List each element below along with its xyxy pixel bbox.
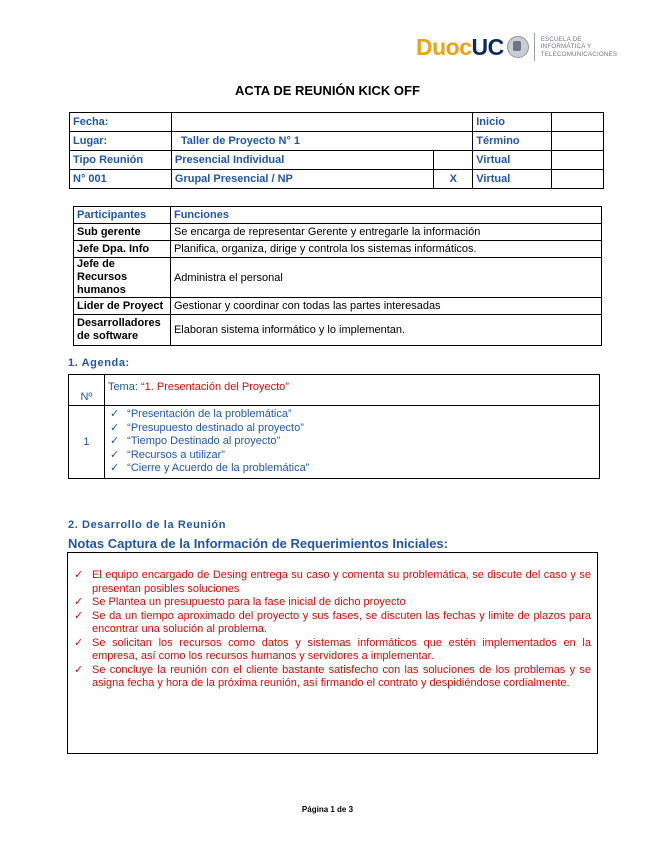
list-item: ✓ “Presentación de la problemática” [109, 408, 292, 420]
page-number: Página 1 de 3 [301, 805, 354, 814]
table-row [69, 406, 600, 479]
check-icon: ✓ [109, 421, 120, 434]
agenda-items-cell [104, 406, 599, 479]
check-icon: ✓ [109, 435, 120, 447]
termino-label: Término [473, 132, 552, 151]
table-row [70, 132, 604, 151]
agenda-number-header: Nº [69, 375, 105, 406]
check-icon: ✓ [74, 663, 84, 676]
list-item: ✓ “Tiempo Destinado al proyecto” [109, 435, 281, 447]
lugar-value: Taller de Proyecto N° 1 [171, 132, 472, 151]
participant-role: Lider de Proyect [74, 298, 171, 315]
participant-role: Jefe Dpa. Info [74, 241, 171, 258]
virtual-value [552, 170, 604, 189]
check-icon: ✓ [74, 609, 84, 622]
agenda-heading: 1. Agenda: [68, 357, 130, 369]
list-item: ✓ Se Plantea un presupuesto para la fase inicial de dicho proyecto [74, 596, 406, 608]
check-icon: ✓ [74, 596, 84, 608]
tipo-reunion-mark [434, 151, 473, 170]
virtual-value [552, 151, 604, 170]
list-item: ✓ “Presupuesto destinado al proyecto” [109, 421, 304, 434]
tipo-reunion-label: Tipo Reunión [70, 151, 172, 170]
participant-function: Gestionar y coordinar con todas las partes interesadas [170, 298, 601, 315]
virtual-label: Virtual [473, 151, 552, 170]
participant-function: Elaboran sistema informático y lo implementan. [170, 315, 601, 346]
funciones-header: Funciones [170, 207, 601, 224]
list-item: ✓ Se solicitan los recursos como datos y sistemas informáticos que estén implementados en la empresa, así como los recursos humanos y servidores a implementar. [74, 636, 591, 662]
logo-divider [534, 33, 535, 61]
table-row [70, 170, 604, 189]
table-row [74, 224, 602, 241]
notes-heading: Notas Captura de la Información de Requerimientos Iniciales: [68, 536, 448, 551]
document-title: ACTA DE REUNIÓN KICK OFF [235, 83, 420, 98]
participant-function: Se encarga de representar Gerente y entregarle la información [170, 224, 601, 241]
meeting-number: N° 001 [70, 170, 172, 189]
list-item: ✓ “Cierre y Acuerdo de la problemática” [109, 462, 310, 474]
inicio-value [552, 113, 604, 132]
logo-subtitle: ESCUELA DE INFORMÁTICA Y TELECOMUNICACIONES [540, 35, 618, 58]
lugar-label: Lugar: [70, 132, 172, 151]
duoc-uc-logo [416, 30, 617, 64]
fecha-label: Fecha: [70, 113, 172, 132]
list-item: ✓ El equipo encargado de Desing entrega su caso y comenta su problemática, se discute del caso y se presentan posibles soluciones [74, 569, 591, 595]
table-header-row [74, 207, 602, 224]
development-heading: 2. Desarrollo de la Reunión [68, 519, 227, 531]
list-item: ✓ “Recursos a utilizar” [109, 448, 225, 461]
participant-function: Administra el personal [170, 258, 601, 298]
table-header-row [69, 375, 600, 406]
agenda-table [68, 374, 600, 479]
tema-label: Tema: [107, 381, 138, 393]
check-icon: ✓ [74, 636, 84, 649]
virtual-label: Virtual [473, 170, 552, 189]
participantes-header: Participantes [74, 207, 171, 224]
list-item: ✓ Se da un tiempo aproximado del proyecto y sus fases, se discuten las fechas y limite de plazos para encontrar una solución al problema. [74, 609, 591, 635]
check-icon: ✓ [109, 462, 120, 474]
table-row [74, 315, 602, 346]
tipo-reunion-value: Presencial Individual [171, 151, 433, 170]
termino-value [552, 132, 604, 151]
notes-box [67, 552, 598, 754]
table-row [74, 298, 602, 315]
logo-wordmark: DuocUC [416, 33, 504, 60]
notes-list [68, 553, 597, 691]
agenda-list [108, 406, 596, 478]
check-icon: ✓ [74, 569, 84, 581]
participant-role: Jefe de Recursos humanos [74, 258, 171, 298]
table-row [70, 151, 604, 170]
grupal-value: Grupal Presencial / NP [171, 170, 433, 189]
table-row [74, 241, 602, 258]
participant-role: Desarrolladores de software [74, 315, 171, 346]
check-icon: ✓ [109, 408, 120, 420]
grupal-mark: X [434, 170, 473, 189]
agenda-row-number: 1 [69, 406, 105, 479]
fecha-value [171, 113, 472, 132]
list-item: ✓ Se concluye la reunión con el cliente bastante satisfecho con las soluciones de los problemas y se asigna fecha y hora de la próxima reunión, así firmando el contrato y despidiéndose cordialmente. [74, 663, 591, 689]
inicio-label: Inicio [473, 113, 552, 132]
seal-icon [507, 36, 529, 58]
meeting-info-table [69, 112, 604, 189]
agenda-topic [104, 375, 599, 406]
participant-role: Sub gerente [74, 224, 171, 241]
tema-value: “1. Presentación del Proyecto” [140, 381, 289, 393]
check-icon: ✓ [109, 448, 120, 461]
participant-function: Planifica, organiza, dirige y controla los sistemas informáticos. [170, 241, 601, 258]
table-row [70, 113, 604, 132]
participants-table [73, 206, 602, 346]
table-row [74, 258, 602, 298]
